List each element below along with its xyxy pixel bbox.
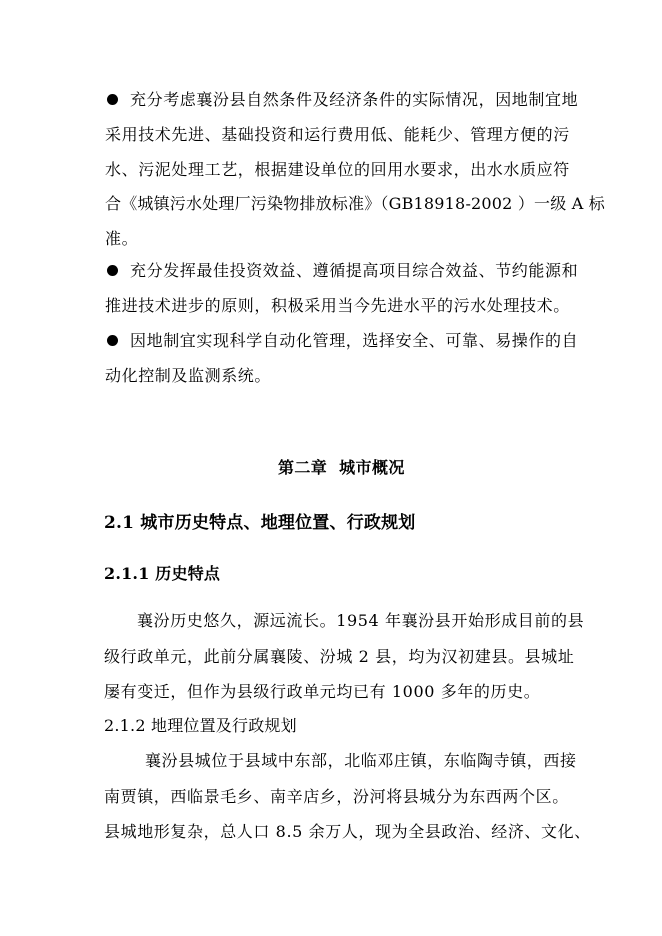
bullet-dot-icon: [107, 94, 118, 105]
location-paragraph-line-1: 襄汾县城位于县域中东部，北临邓庄镇，东临陶寺镇，西接: [145, 751, 577, 770]
bullet-1-line-4: 合《城镇污水处理厂污染物排放标准》（GB18918-2002 ）一级 A 标: [105, 194, 605, 213]
history-paragraph-line-2: 级行政单元，此前分属襄陵、汾城 2 县，均为汉初建县。县城址: [104, 647, 575, 666]
bullet-1-line-1: 充分考虑襄汾县自然条件及经济条件的实际情况，因地制宜地: [130, 90, 579, 109]
bullet-dot-icon: [107, 265, 118, 276]
bullet-1-line-5: 准。: [105, 229, 139, 248]
bullet-1-line-3: 水、污泥处理工艺，根据建设单位的回用水要求，出水水质应符: [105, 160, 570, 179]
section-title: 2.1 城市历史特点、地理位置、行政规划: [104, 513, 416, 533]
bullet-3-line-1: 因地制宜实现科学自动化管理，选择安全、可靠、易操作的自: [130, 331, 579, 350]
chapter-title: 第二章 城市概况: [278, 458, 405, 477]
history-paragraph-line-1: 襄汾历史悠久，源远流长。1954 年襄汾县开始形成目前的县: [137, 611, 585, 630]
bullet-2-line-2: 推进技术进步的原则，积极采用当今先进水平的污水处理技术。: [105, 296, 570, 315]
location-paragraph-line-3: 县城地形复杂，总人口 8.5 余万人，现为全县政治、经济、文化、: [104, 822, 591, 841]
subsection-title-history: 2.1.1 历史特点: [104, 564, 221, 583]
bullet-3-line-2: 动化控制及监测系统。: [105, 366, 272, 385]
bullet-dot-icon: [107, 335, 118, 346]
history-paragraph-line-3: 屡有变迁，但作为县级行政单元均已有 1000 多年的历史。: [104, 682, 541, 701]
subsection-title-location: 2.1.2 地理位置及行政规划: [104, 716, 297, 735]
bullet-2-line-1: 充分发挥最佳投资效益、遵循提高项目综合效益、节约能源和: [130, 261, 579, 280]
location-paragraph-line-2: 南贾镇，西临景毛乡、南辛店乡，汾河将县城分为东西两个区。: [104, 787, 569, 806]
bullet-1-line-2: 采用技术先进、基础投资和运行费用低、能耗少、管理方便的污: [105, 125, 570, 144]
